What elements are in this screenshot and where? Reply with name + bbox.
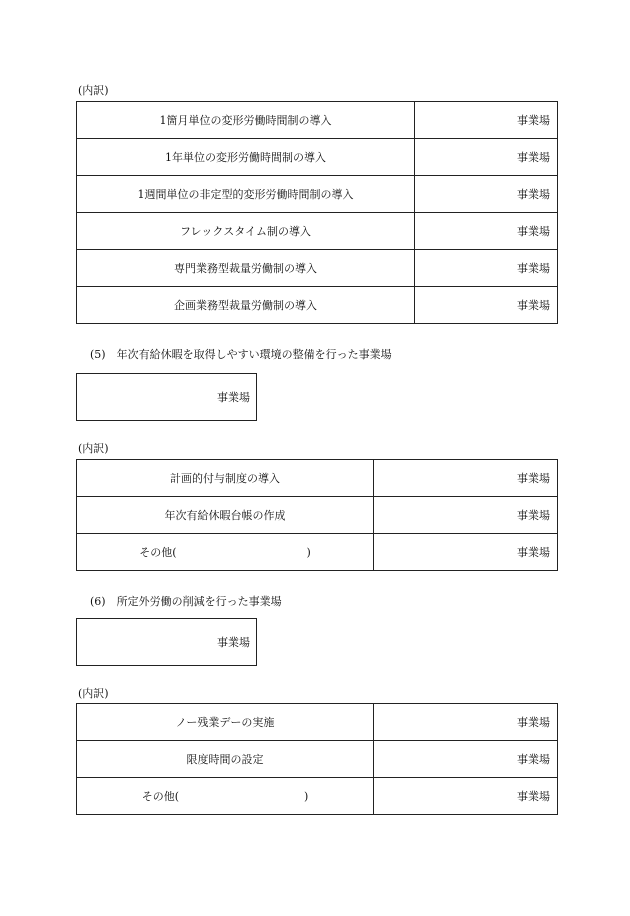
row-item-other[interactable] <box>77 534 374 571</box>
row-unit[interactable]: 事業場 <box>415 213 558 250</box>
breakdown-table-paid-leave <box>76 459 558 571</box>
row-item: 年次有給休暇台帳の作成 <box>77 497 374 534</box>
row-unit[interactable]: 事業場 <box>374 778 558 815</box>
table-row <box>77 287 558 324</box>
breakdown-table-working-hours <box>76 101 558 324</box>
other-open: その他( <box>141 790 179 803</box>
row-item: 専門業務型裁量労働制の導入 <box>77 250 415 287</box>
row-item: 1週間単位の非定型的変形労働時間制の導入 <box>77 176 415 213</box>
row-unit[interactable]: 事業場 <box>374 704 558 741</box>
row-unit[interactable]: 事業場 <box>374 741 558 778</box>
table-row <box>77 534 558 571</box>
row-item: 企画業務型裁量労働制の導入 <box>77 287 415 324</box>
row-item: 1年単位の変形労働時間制の導入 <box>77 139 415 176</box>
row-unit[interactable]: 事業場 <box>415 287 558 324</box>
table-row <box>77 778 558 815</box>
table-row <box>77 139 558 176</box>
table-row <box>77 102 558 139</box>
total-unit: 事業場 <box>217 636 250 649</box>
row-item: 1箇月単位の変形労働時間制の導入 <box>77 102 415 139</box>
row-unit[interactable]: 事業場 <box>415 250 558 287</box>
breakdown-label: (内訳) <box>78 687 109 700</box>
row-unit[interactable]: 事業場 <box>415 176 558 213</box>
other-open: その他( <box>139 546 177 559</box>
breakdown-label: (内訳) <box>78 442 109 455</box>
total-box-paid-leave[interactable] <box>76 373 257 421</box>
table-row <box>77 497 558 534</box>
row-item: フレックスタイム制の導入 <box>77 213 415 250</box>
breakdown-label: (内訳) <box>78 84 109 97</box>
row-unit[interactable]: 事業場 <box>374 497 558 534</box>
table-row <box>77 741 558 778</box>
row-unit[interactable]: 事業場 <box>415 102 558 139</box>
row-item: 限度時間の設定 <box>77 741 374 778</box>
row-item-other[interactable] <box>77 778 374 815</box>
total-box-overtime[interactable] <box>76 618 257 666</box>
section-heading-overtime: (6) 所定外労働の削減を行った事業場 <box>90 595 282 608</box>
breakdown-table-overtime <box>76 703 558 815</box>
section-heading-paid-leave: (5) 年次有給休暇を取得しやすい環境の整備を行った事業場 <box>90 348 392 361</box>
other-close: ) <box>304 790 309 803</box>
table-row <box>77 213 558 250</box>
row-unit[interactable]: 事業場 <box>374 460 558 497</box>
total-unit: 事業場 <box>217 391 250 404</box>
table-row <box>77 460 558 497</box>
table-row <box>77 250 558 287</box>
row-item: 計画的付与制度の導入 <box>77 460 374 497</box>
row-unit[interactable]: 事業場 <box>415 139 558 176</box>
row-unit[interactable]: 事業場 <box>374 534 558 571</box>
table-row <box>77 704 558 741</box>
row-item: ノー残業デーの実施 <box>77 704 374 741</box>
table-row <box>77 176 558 213</box>
other-close: ) <box>306 546 311 559</box>
